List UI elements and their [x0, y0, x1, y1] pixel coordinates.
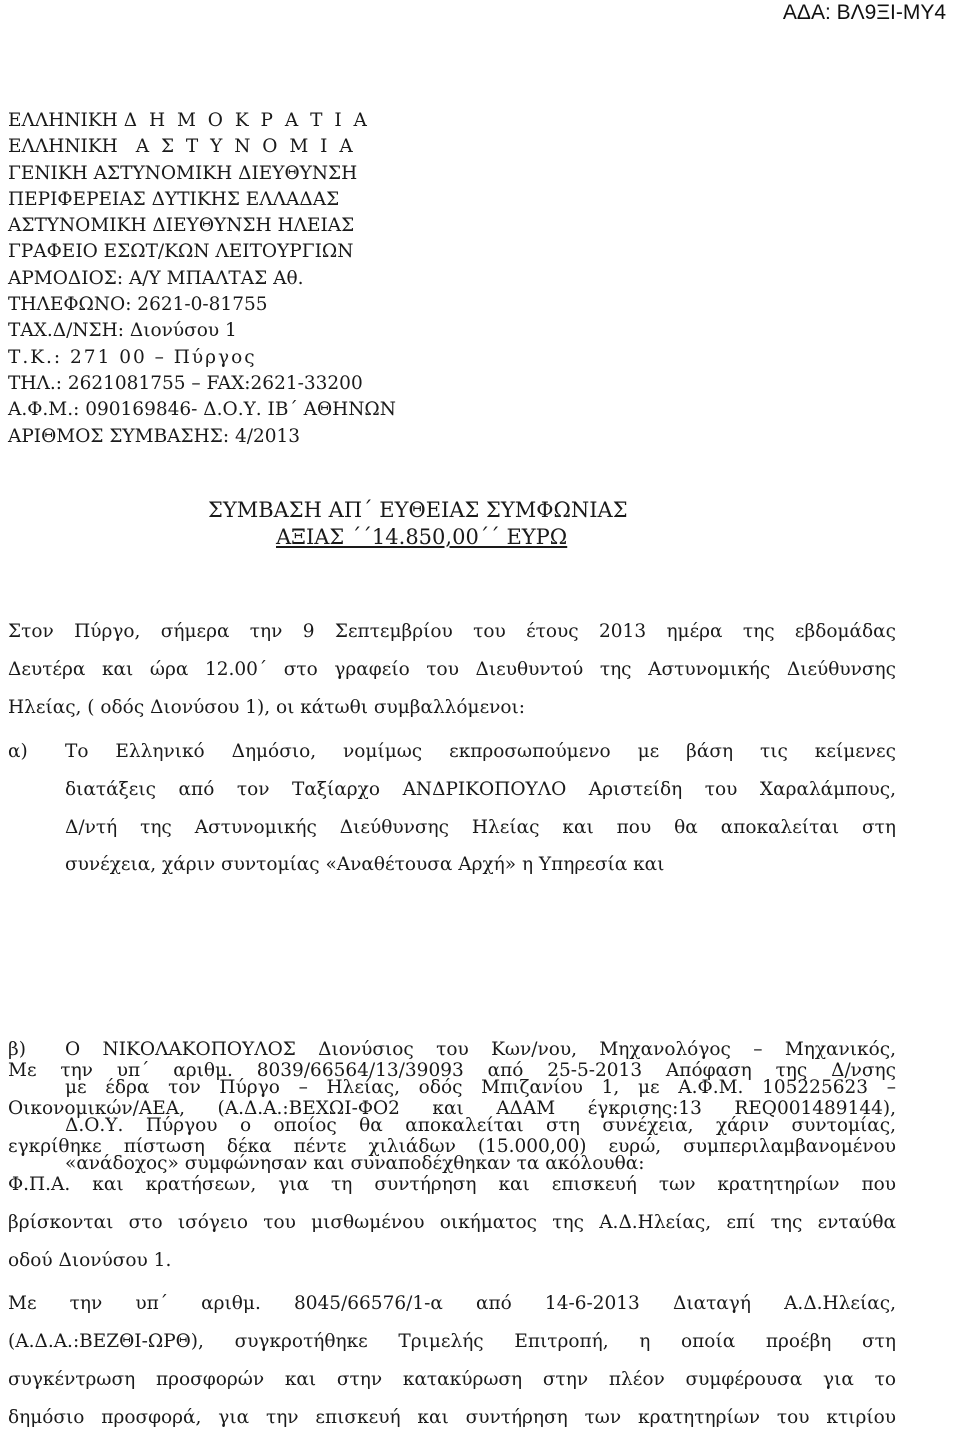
header-line: ΑΣΤΥΝΟΜΙΚΗ ΔΙΕΥΘΥΝΣΗ ΗΛΕΙΑΣ — [8, 215, 355, 237]
party-a-label: α) — [8, 741, 28, 762]
text-line: Δευτέρα και ώρα 12.00΄ στο γραφείο του Διευθυντού της Αστυνομικής Διεύθυνσης — [8, 659, 896, 680]
text-line: Με την υπ΄ αριθμ. 8045/66576/1-α από 14-6-2013 Διαταγή Α.Δ.Ηλείας, — [8, 1293, 896, 1314]
text-line: Το Ελληνικό Δημόσιο, νομίμως εκπροσωπούμενο με βάση τις κείμενες — [65, 741, 896, 762]
header-line: ΕΛΛΗΝΙΚΗ Δ Η Μ Ο Κ Ρ Α Τ Ι Α — [8, 110, 370, 131]
title-amount: ΑΞΙΑΣ ΄΄14.850,00΄΄ ΕΥΡΩ — [276, 525, 568, 549]
header-line: ΤΗΛ.: 2621081755 – FAX:2621-33200 — [8, 372, 363, 394]
text-line: βρίσκονται στο ισόγειο του μισθωμένου οικήματος της Α.Δ.Ηλείας, επί της ενταύθα — [8, 1212, 896, 1233]
text-line: με έδρα τον Πύργο – Ηλείας, οδός Μπιζανίου 1, με Α.Φ.Μ. 105225623 – — [65, 1077, 896, 1098]
text-line: εγκρίθηκε πίστωση δέκα πέντε χιλιάδων (15.000,00) ευρώ, συμπεριλαμβανομένου — [8, 1136, 896, 1157]
header-line: ΤΗΛΕΦΩΝΟ: 2621-0-81755 — [8, 294, 268, 316]
text-line: (Α.Δ.Α.:ΒΕΖΘΙ-ΩΡΘ), συγκροτήθηκε Τριμελής Επιτροπή, η οποία προέβη στη — [8, 1331, 896, 1352]
header-line: ΤΑΧ.Δ/ΝΣΗ: Διονύσου 1 — [8, 320, 237, 342]
text-line: Ο ΝΙΚΟΛΑΚΟΠΟΥΛΟΣ Διονύσιος του Κων/νου, Μηχανολόγος – Μηχανικός, — [65, 1039, 896, 1060]
ada-code: ΑΔΑ: ΒΛ9ΞΙ-ΜΥ4 — [782, 1, 946, 24]
header-line: ΓΡΑΦΕΙΟ ΕΣΩΤ/ΚΩΝ ΛΕΙΤΟΥΡΓΙΩΝ — [8, 241, 354, 263]
paragraph-credit-approval — [8, 1052, 896, 1280]
header-line: ΑΡΙΘΜΟΣ ΣΥΜΒΑΣΗΣ: 4/2013 — [8, 425, 301, 447]
party-b-label: β) — [8, 1039, 26, 1060]
police-spaced: Α Σ Τ Υ Ν Ο Μ Ι Α — [135, 136, 356, 158]
header-line: ΕΛΛΗΝΙΚΗ Α Σ Τ Υ Ν Ο Μ Ι Α — [8, 136, 356, 158]
text-line: συγκέντρωση προσφορών και στην κατακύρωση στην πλέον συμφέρουσα για το — [8, 1369, 896, 1390]
democracy-spaced: Δ Η Μ Ο Κ Ρ Α Τ Ι Α — [123, 110, 370, 131]
text-line: Δ.Ο.Υ. Πύργου ο οποίος θα αποκαλείται στη συνέχεια, χάριν συντομίας, — [65, 1115, 896, 1136]
contract-title — [208, 497, 628, 551]
text-line: Φ.Π.Α. και κρατήσεων, για τη συντήρηση και επισκευή των κρατητηρίων που — [8, 1174, 896, 1195]
text-line: διατάξεις από τον Ταξίαρχο ΑΝΔΡΙΚΟΠΟΥΛΟ Αριστείδη του Χαραλάμπους, — [65, 779, 896, 800]
text-line: οδού Διονύσου 1. — [8, 1250, 172, 1271]
text-line: «ανάδοχος» συμφώνησαν και συναποδέχθηκαν τα ακόλουθα: — [65, 1153, 645, 1174]
text-line: Στον Πύργο, σήμερα την 9 Σεπτεμβρίου του έτους 2013 ημέρα της εβδομάδας — [8, 621, 896, 642]
text-line: Οικονομικών/ΑΕΑ, (Α.Δ.Α.:ΒΕΧΩΙ-ΦΟ2 και ΑΔΑΜ έγκρισης:13 REQ001489144), — [8, 1098, 896, 1119]
text-line: Με την υπ΄ αριθμ. 8039/66564/13/39093 από 25-5-2013 Απόφαση της Δ/νσης — [8, 1060, 896, 1081]
header-line: ΓΕΝΙΚΗ ΑΣΤΥΝΟΜΙΚΗ ΔΙΕΥΘΥΝΣΗ — [8, 162, 358, 184]
intro-paragraph — [8, 613, 896, 727]
document-header — [8, 108, 396, 450]
header-line: ΑΡΜΟΔΙΟΣ: Α/Υ ΜΠΑΛΤΑΣ Αθ. — [8, 267, 304, 289]
header-line: Τ.Κ.: 271 00 – Πύργος — [8, 346, 257, 368]
paragraph-committee — [8, 1285, 896, 1437]
text-line: δημόσιο προσφορά, για την επισκευή και συντήρηση των κρατητηρίων του κτιρίου — [8, 1407, 896, 1428]
header-line: ΠΕΡΙΦΕΡΕΙΑΣ ΔΥΤΙΚΗΣ ΕΛΛΑΔΑΣ — [8, 188, 340, 210]
text-line: Δ/ντή της Αστυνομικής Διεύθυνσης Ηλείας και που θα αποκαλείται στη — [65, 817, 896, 838]
title-line-1: ΣΥΜΒΑΣΗ ΑΠ΄ ΕΥΘΕΙΑΣ ΣΥΜΦΩΝΙΑΣ — [208, 498, 628, 522]
text-line: συνέχεια, χάριν συντομίας «Αναθέτουσα Αρχή» η Υπηρεσία και — [65, 854, 665, 875]
party-a — [8, 733, 896, 883]
text-line: Ηλείας, ( οδός Διονύσου 1), οι κάτωθι συμβαλλόμενοι: — [8, 697, 526, 718]
header-line: Α.Φ.Μ.: 090169846- Δ.Ο.Υ. ΙΒ΄ ΑΘΗΝΩΝ — [8, 399, 396, 421]
